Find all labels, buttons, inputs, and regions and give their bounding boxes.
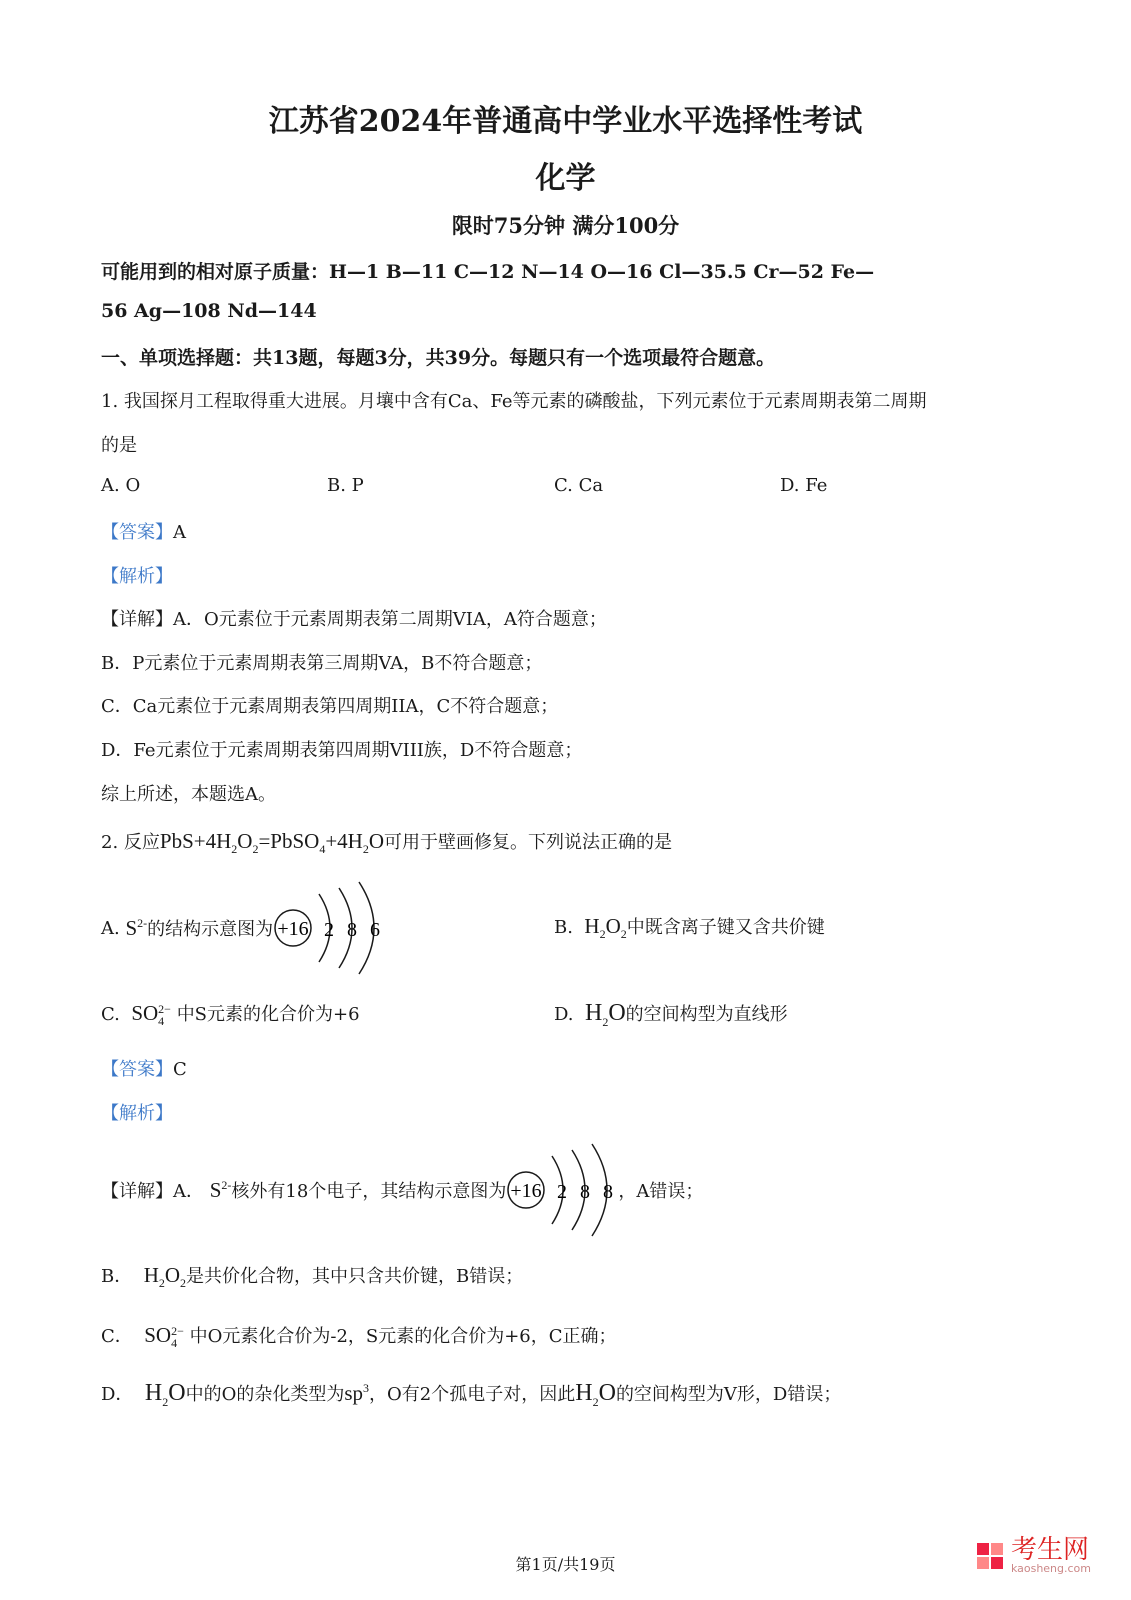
q1-option-d: D. Fe: [780, 475, 828, 496]
q2-option-c: [101, 1000, 360, 1027]
detail-suffix: ，A错误；: [618, 1181, 704, 1202]
time-limit: 限时75分钟 满分100分: [451, 213, 680, 238]
detail-text: 是共价化合物，其中只含共价键，B错误；: [186, 1266, 524, 1287]
detail-prefix: B．: [101, 1266, 133, 1287]
q2-number: 2. 反应: [101, 832, 160, 853]
q2-detail-d: [101, 1380, 841, 1410]
detail-label: 【详解】: [101, 609, 173, 630]
detail-text: A．O元素位于元素周期表第二周期VIA，A符合题意；: [173, 609, 607, 630]
watermark: [975, 1537, 1091, 1574]
q2-stem-tail: 可用于壁画修复。下列说法正确的是: [384, 832, 673, 853]
q1-detail-a: [101, 605, 607, 631]
q1-detail-d: D．Fe元素位于元素周期表第四周期VIII族，D不符合题意；: [101, 740, 583, 761]
water-formula: $H_2O$: [584, 1000, 626, 1029]
q1-analysis-label: 【解析】: [101, 566, 173, 587]
option-text: 的结构示意图为: [147, 919, 274, 940]
detail-prefix: A．: [173, 1181, 204, 1202]
option-label: A.: [101, 917, 120, 939]
nucleus-charge: +16: [277, 918, 309, 940]
atomic-structure-diagram: [273, 880, 385, 976]
detail-text: 中O元素化合价为-2，S元素的化合价为+6，C正确；: [189, 1326, 617, 1347]
atomic-masses-line1: 可能用到的相对原子质量：H—1 B—11 C—12 N—14 O—16 Cl—35.5 Cr—52 Fe—: [101, 261, 875, 283]
sulfide-ion: $S^{2-}$: [125, 915, 148, 940]
q2-detail-c: [101, 1322, 617, 1349]
hydrogen-peroxide-formula: $H_2O_2$: [143, 1263, 187, 1291]
watermark-logo-icon: [975, 1541, 1005, 1571]
water-formula: $H_2O$: [144, 1380, 186, 1409]
q2-option-b: [554, 913, 825, 942]
exam-title: 江苏省2024年普通高中学业水平选择性考试: [268, 104, 863, 139]
shell-2-count: 8: [347, 919, 358, 941]
option-label: B.: [554, 917, 573, 938]
answer-label: 【答案】: [101, 1059, 173, 1080]
q2-option-a: [101, 880, 385, 976]
q1-option-b: B. P: [327, 475, 364, 496]
shell-1-count: 2: [557, 1181, 568, 1203]
answer-label: 【答案】: [101, 522, 173, 543]
q2-answer: [101, 1055, 187, 1081]
q2-analysis-label: 【解析】: [101, 1103, 173, 1124]
option-label: C.: [101, 1004, 120, 1025]
reaction-equation: $PbS+4H_2O_2=PbSO_4+4H_2O$: [159, 829, 385, 857]
shell-2-count: 8: [580, 1181, 591, 1203]
answer-value: C: [173, 1059, 187, 1080]
q1-option-a: A. O: [101, 475, 141, 496]
option-text: 中S元素的化合价为+6: [176, 1004, 360, 1025]
shell-3-count: 6: [370, 919, 381, 941]
detail-label: 【详解】: [101, 1181, 173, 1202]
option-text: 中既含离子键又含共价键: [626, 917, 825, 938]
q1-stem-line2: 的是: [101, 435, 137, 456]
sulfide-ion: $S^{2-}$: [209, 1177, 232, 1202]
sulfate-ion-formula: SO 2− 4: [144, 1323, 184, 1351]
shell-3-count: 8: [603, 1181, 614, 1203]
detail-text-2: ，O有2个孤电子对，因此: [369, 1384, 576, 1405]
q1-option-c: C. Ca: [554, 475, 604, 496]
q1-detail-b: B．P元素位于元素周期表第三周期VA，B不符合题意；: [101, 653, 543, 674]
q2-detail-b: [101, 1262, 523, 1291]
hybridization-sp3: $sp^3$: [344, 1381, 370, 1405]
q1-summary: 综上所述，本题选A。: [101, 784, 276, 805]
sulfate-ion-formula: SO 2− 4: [131, 1001, 171, 1029]
atomic-masses-line2: 56 Ag—108 Nd—144: [101, 300, 317, 322]
water-formula-2: $H_2O$: [575, 1380, 616, 1409]
q1-answer: [101, 518, 186, 544]
detail-text-3: 的空间构型为V形，D错误；: [615, 1384, 842, 1405]
detail-text: 核外有18个电子，其结构示意图为: [231, 1181, 507, 1202]
q1-detail-c: C．Ca元素位于元素周期表第四周期IIA，C不符合题意；: [101, 696, 559, 717]
option-text: 的空间构型为直线形: [625, 1004, 788, 1025]
q2-option-d: [554, 1000, 788, 1030]
section-heading: 一、单项选择题：共13题，每题3分，共39分。每题只有一个选项最符合题意。: [101, 347, 776, 369]
detail-prefix: C．: [101, 1326, 133, 1347]
shell-1-count: 2: [324, 919, 335, 941]
q2-stem: [101, 828, 672, 857]
nucleus-charge: +16: [510, 1180, 542, 1202]
atomic-structure-diagram: [506, 1142, 618, 1238]
page-number: 第1页/共19页: [515, 1555, 616, 1574]
watermark-url: kaosheng.com: [1010, 1562, 1091, 1575]
detail-prefix: D．: [101, 1384, 134, 1405]
option-label: D.: [554, 1004, 574, 1025]
watermark-text: 考生网: [1010, 1535, 1089, 1565]
q2-detail-a: [101, 1142, 703, 1238]
q1-stem-line1: 1. 我国探月工程取得重大进展。月壤中含有Ca、Fe等元素的磷酸盐，下列元素位于元素周期表第二周期: [101, 391, 927, 412]
detail-text: 中的O的杂化类型为: [185, 1384, 345, 1405]
subject-title: 化学: [535, 161, 596, 196]
hydrogen-peroxide-formula: $H_2O_2$: [584, 914, 627, 942]
answer-value: A: [173, 522, 186, 543]
